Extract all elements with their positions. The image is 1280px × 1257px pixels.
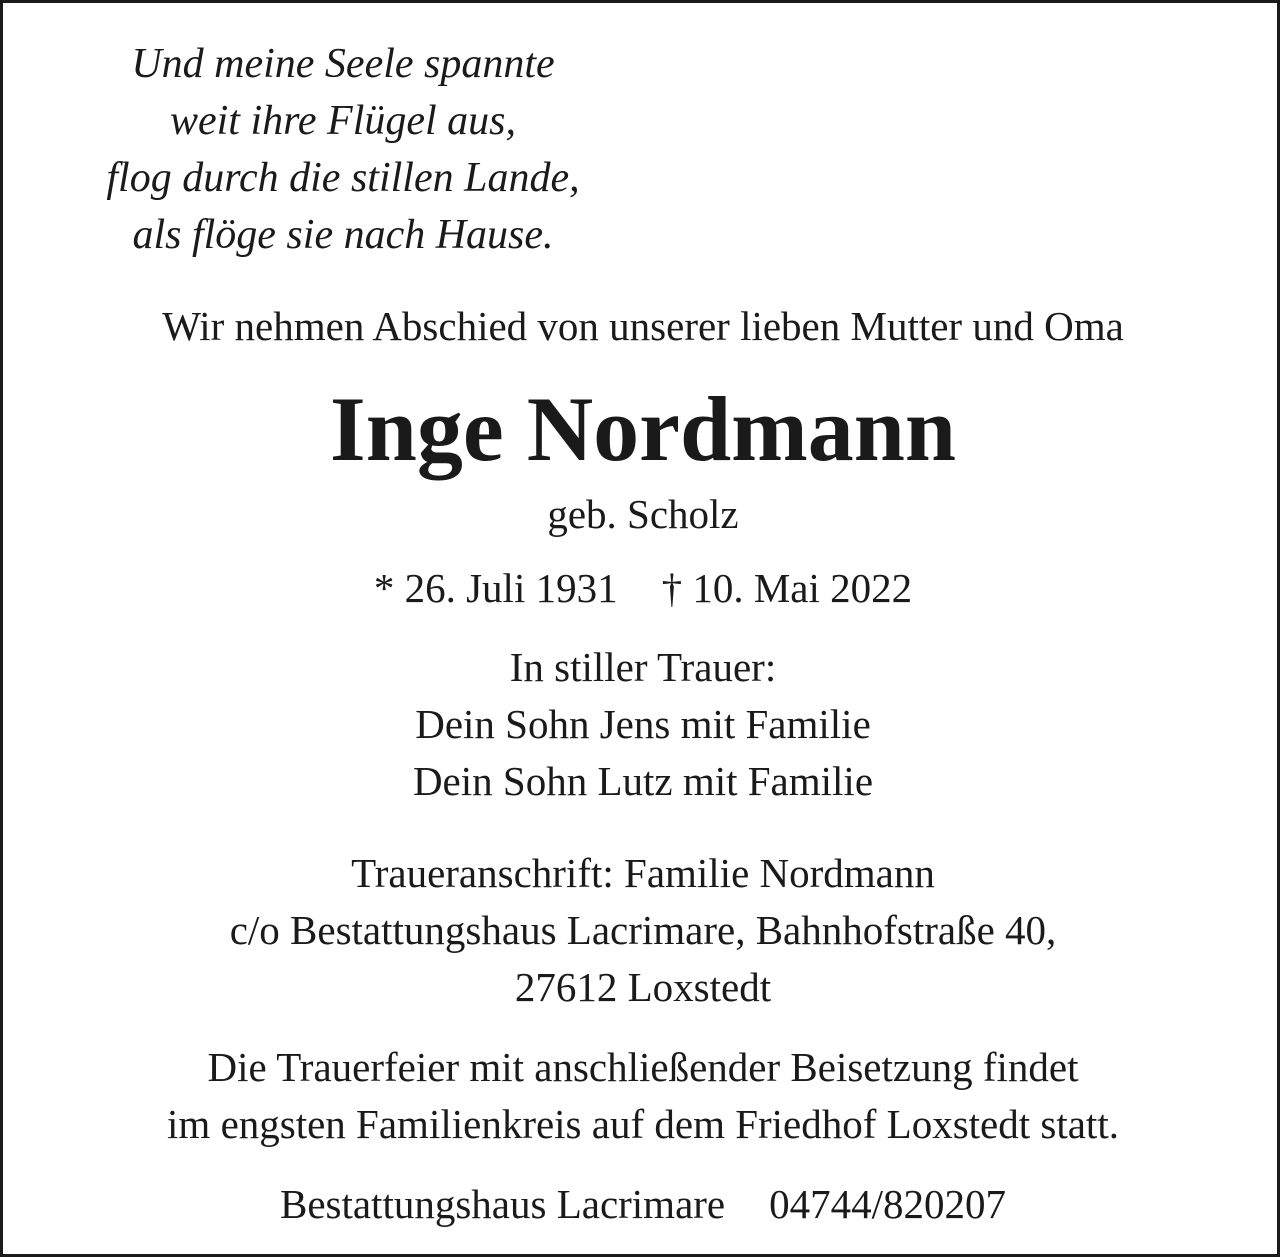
poem-line-1: Und meine Seele spannte (131, 41, 555, 87)
poem-line-2: weit ihre Flügel aus, (169, 98, 517, 144)
footer-contact (3, 1181, 1280, 1227)
deceased-name: Inge Nordmann (329, 378, 957, 480)
address-line-1: Traueranschrift: Familie Nordmann (351, 850, 935, 896)
life-dates (3, 565, 1280, 611)
ceremony-line-2: im engsten Familienkreis auf dem Friedhof Loxstedt statt. (167, 1101, 1119, 1147)
death-date: † 10. Mai 2022 (661, 565, 913, 611)
birth-date: * 26. Juli 1931 (373, 565, 618, 611)
address-line-2: c/o Bestattungshaus Lacrimare, Bahnhofstraße 40, (229, 907, 1057, 953)
ceremony-line-1: Die Trauerfeier mit anschließender Beisetzung findet (207, 1044, 1079, 1090)
mourners-heading: In stiller Trauer: (509, 644, 777, 690)
poem-line-3: flog durch die stillen Lande, (106, 155, 580, 201)
mourner-line-1: Dein Sohn Jens mit Familie (415, 701, 871, 747)
poem-line-4: als flöge sie nach Hause. (132, 212, 554, 258)
maiden-name: geb. Scholz (547, 491, 739, 537)
funeral-home-phone: 04744/820207 (769, 1181, 1007, 1227)
mourner-line-2: Dein Sohn Lutz mit Familie (412, 758, 874, 804)
funeral-home-name: Bestattungshaus Lacrimare (279, 1181, 726, 1227)
farewell-text: Wir nehmen Abschied von unserer lieben Mutter und Oma (162, 303, 1124, 349)
address-line-3: 27612 Loxstedt (514, 964, 772, 1010)
